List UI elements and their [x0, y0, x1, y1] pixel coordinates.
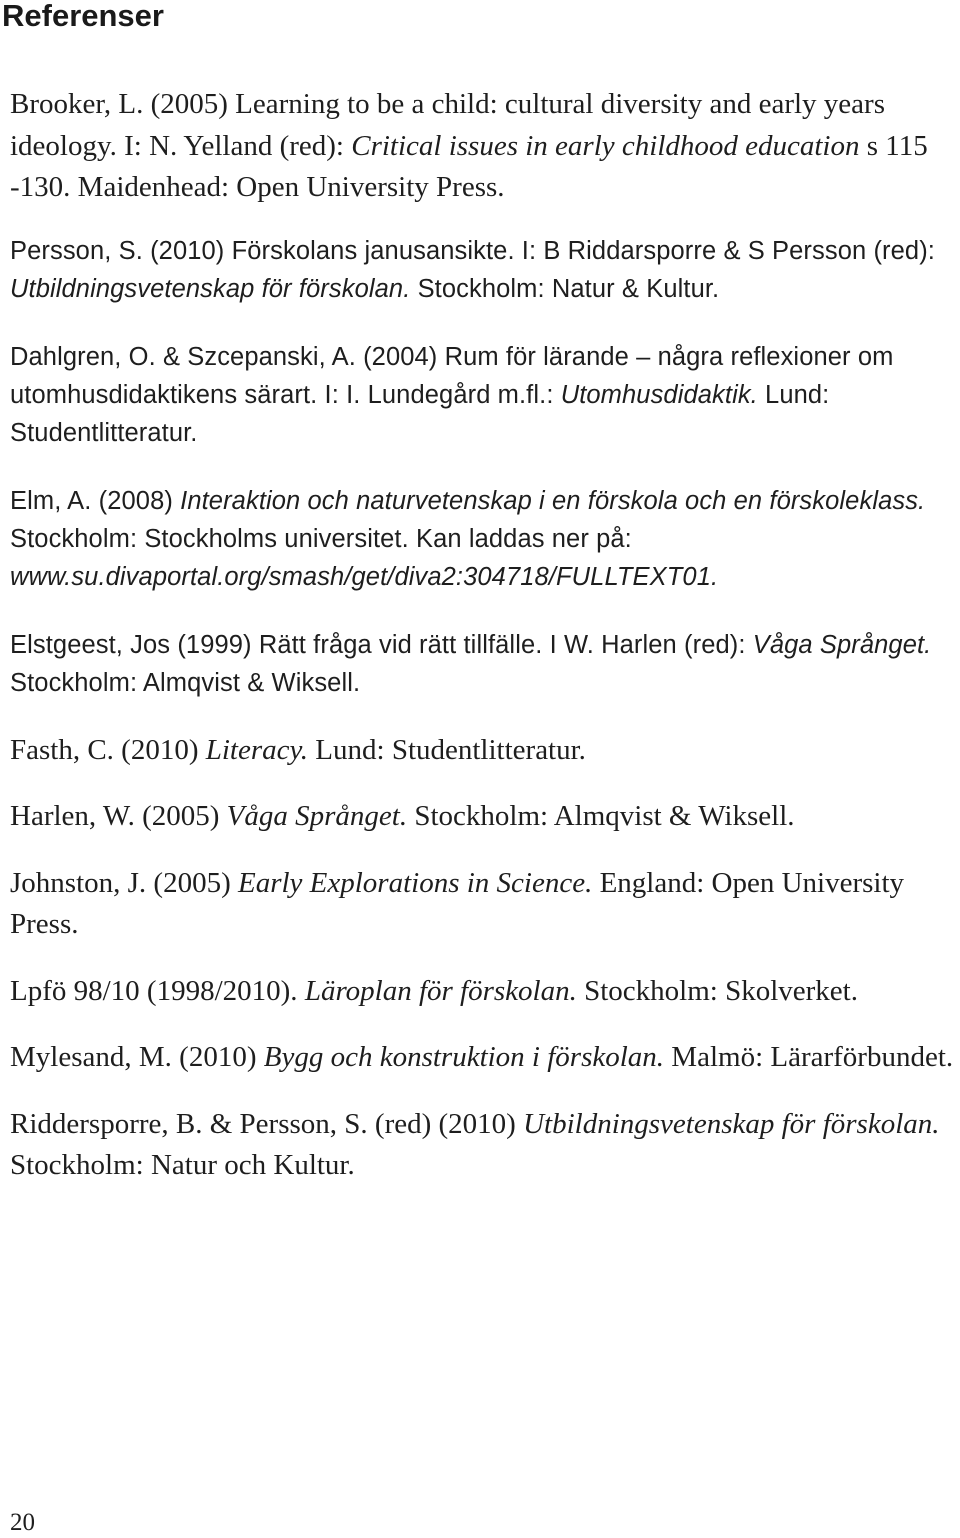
reference-link: www.su.divaportal.org/smash/get/diva2:304718/FULLTEXT01.	[10, 562, 719, 591]
reference-text: Elstgeest, Jos (1999) Rätt fråga vid rätt tillfälle. I W. Harlen (red):	[10, 630, 753, 659]
page-heading: Referenser	[2, 0, 164, 33]
reference-elm	[10, 482, 960, 596]
reference-text: Stockholm: Natur & Kultur.	[410, 274, 720, 303]
reference-title: Utbildningsvetenskap för förskolan.	[10, 274, 411, 303]
reference-text: Harlen, W. (2005)	[10, 800, 227, 832]
reference-text: s 115 -130. Maidenhead: Open University Press.	[10, 129, 928, 203]
reference-text: Stockholm: Natur och Kultur.	[10, 1149, 355, 1181]
reference-text: Johnston, J. (2005)	[10, 866, 238, 899]
reference-fasth	[10, 730, 960, 772]
reference-text: Elm, A. (2008)	[10, 486, 181, 515]
reference-harlen	[10, 796, 960, 838]
reference-title: Läroplan för förskolan.	[304, 974, 577, 1007]
reference-text: Stockholm: Stockholms universitet. Kan laddas ner på:	[10, 524, 632, 553]
reference-elstgeest	[10, 626, 960, 702]
reference-text: Dahlgren, O. & Szcepanski, A. (2004) Rum för lärande – några reflexioner om utomhusdidaktikens särart. I: I. Lundegård m.fl.:	[10, 342, 894, 409]
reference-title: Critical issues in early childhood education	[351, 129, 860, 162]
reference-title: Utbildningsvetenskap för förskolan.	[523, 1107, 940, 1140]
reference-text: Stockholm: Almqvist & Wiksell.	[407, 800, 795, 832]
reference-title: Utomhusdidaktik.	[560, 380, 758, 409]
reference-text: Lund: Studentlitteratur.	[10, 380, 830, 447]
reference-text: Stockholm: Almqvist & Wiksell.	[10, 668, 361, 697]
reference-text: Stockholm: Skolverket.	[576, 974, 858, 1007]
reference-list	[10, 84, 960, 1187]
reference-text: Brooker, L. (2005) Learning to be a child: cultural diversity and early years ideology. I: N. Yelland (red):	[10, 88, 885, 162]
reference-text: Riddersporre, B. & Persson, S. (red) (2010)	[10, 1107, 524, 1140]
reference-persson	[10, 232, 960, 308]
reference-title: Early Explorations in Science.	[237, 866, 593, 899]
reference-brooker	[10, 84, 960, 209]
page-number: 20	[10, 1509, 35, 1536]
reference-riddersporre	[10, 1104, 960, 1187]
reference-text: Lpfö 98/10 (1998/2010).	[10, 974, 305, 1007]
reference-title: Våga Språnget.	[226, 800, 408, 832]
reference-lpfo	[10, 971, 960, 1013]
reference-johnston	[10, 863, 960, 946]
reference-text: Malmö: Lärarförbundet.	[664, 1041, 954, 1073]
reference-title: Literacy.	[205, 733, 309, 766]
reference-text: England: Open University Press.	[10, 866, 905, 940]
reference-title: Bygg och konstruktion i förskolan.	[263, 1041, 665, 1073]
reference-title: Våga Språnget.	[752, 630, 932, 659]
reference-text: Persson, S. (2010) Förskolans janusansikte. I: B Riddarsporre & S Persson (red):	[10, 236, 935, 265]
reference-dahlgren	[10, 338, 960, 452]
reference-text: Fasth, C. (2010)	[10, 733, 206, 766]
reference-title: Interaktion och naturvetenskap i en förskola och en förskoleklass.	[180, 486, 926, 515]
reference-mylesand	[10, 1037, 960, 1079]
reference-text: Mylesand, M. (2010)	[10, 1041, 264, 1073]
reference-text: Lund: Studentlitteratur.	[308, 733, 586, 766]
